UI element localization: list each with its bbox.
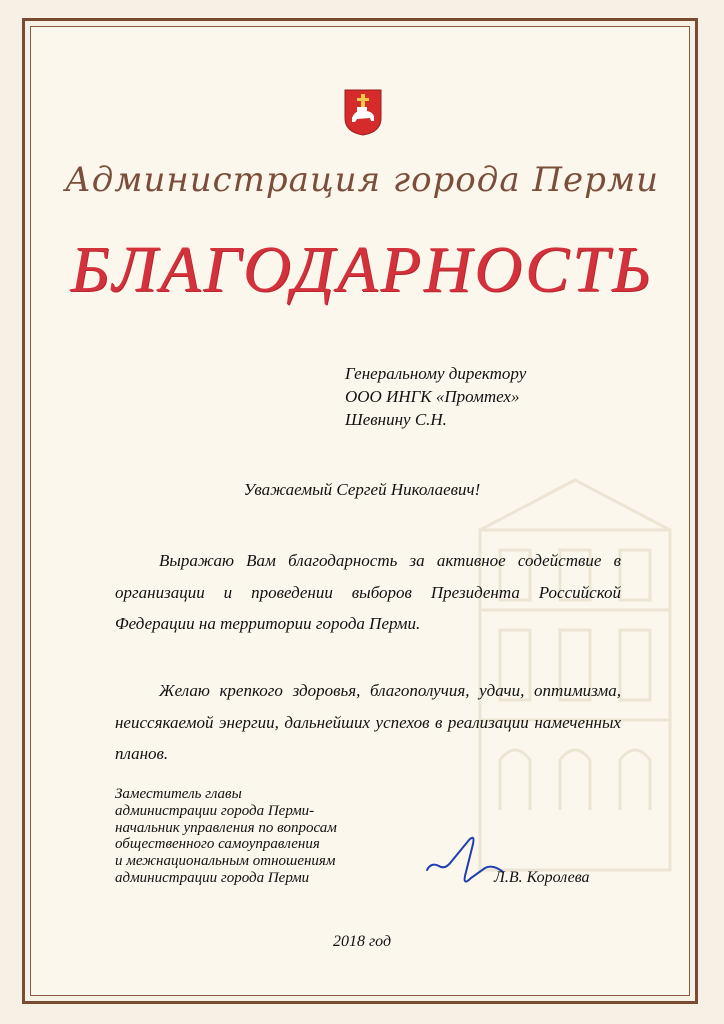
organization-heading: Администрация города Перми	[64, 160, 660, 200]
handwritten-signature	[425, 832, 505, 892]
body-paragraph-wishes: Желаю крепкого здоровья, благополучия, удачи, оптимизма, неиссякаемой энергии, дальнейших успехов в реализации намеченных планов.	[115, 681, 621, 763]
signer-title-line: администрации города Перми	[115, 869, 310, 886]
signer-title-line: администрации города Перми-	[115, 802, 315, 819]
recipient-position: Генеральному директору	[345, 364, 527, 383]
signer-title-line: и межнациональным отношениям	[115, 853, 336, 870]
recipient-block	[345, 362, 526, 431]
signer-title-block	[115, 786, 337, 887]
greeting: Уважаемый Сергей Николаевич!	[243, 480, 481, 499]
recipient-company: ООО ИНГК «Промтех»	[345, 387, 520, 406]
document-year: 2018 год	[332, 933, 392, 950]
signer-title-line: начальник управления по вопросам	[115, 819, 337, 836]
perm-coat-of-arms-icon	[343, 88, 383, 136]
recipient-name: Шевнину С.Н.	[345, 410, 447, 429]
signer-title-line: общественного самоуправления	[115, 836, 320, 853]
body-paragraph-gratitude: Выражаю Вам благодарность за активное содействие в организации и проведении выборов Президента Российской Федерации на территории города Перми.	[115, 551, 621, 633]
signer-title-line: Заместитель главы	[115, 786, 242, 802]
signer-name: Л.В. Королева	[494, 869, 590, 886]
document-title: БЛАГОДАРНОСТЬ	[70, 233, 654, 306]
